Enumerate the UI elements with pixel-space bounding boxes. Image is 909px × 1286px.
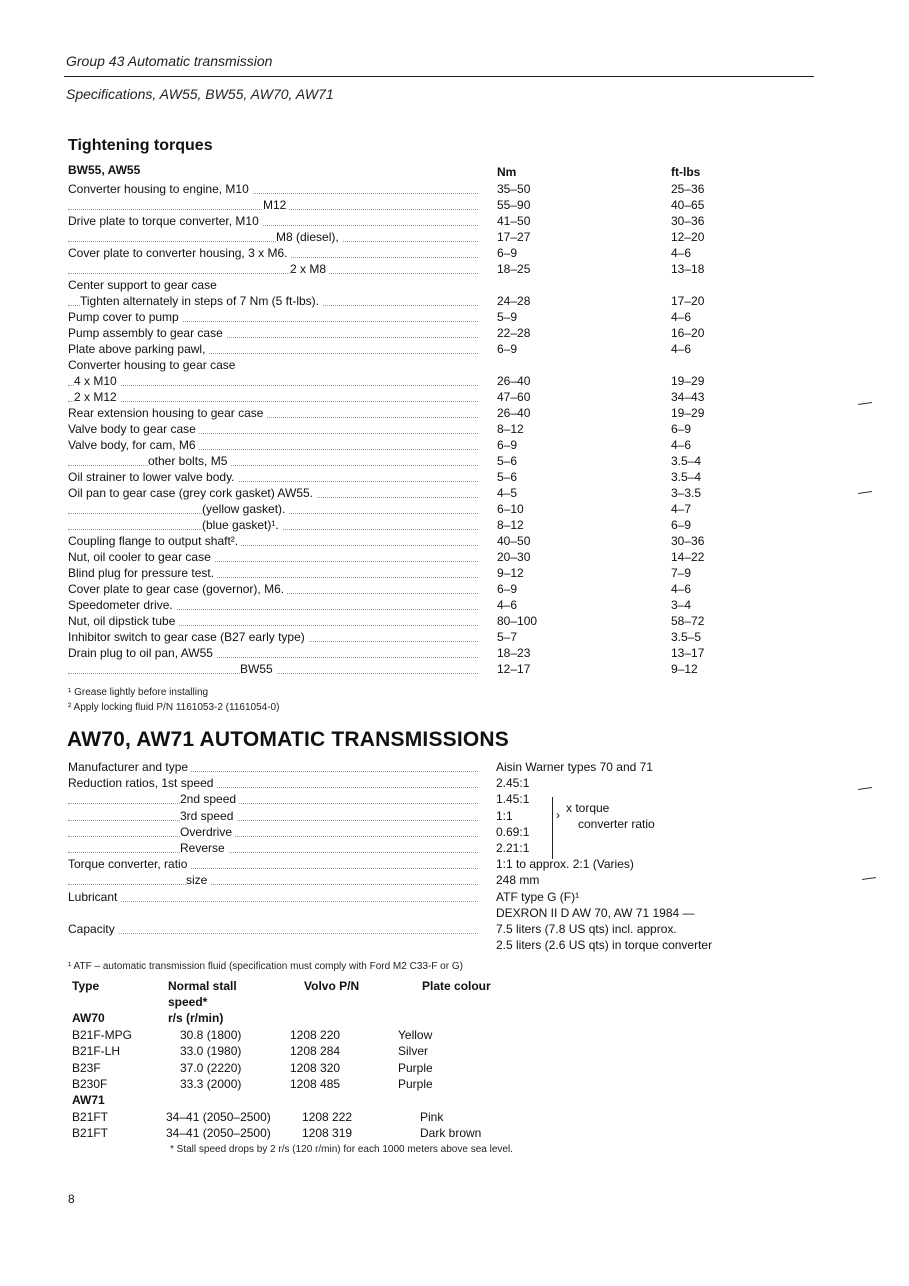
spec-row [68, 791, 478, 807]
torque-row [68, 533, 478, 549]
spec-label: Lubricant [68, 890, 120, 904]
torque-label: Cover plate to converter housing, 3 x M6. [68, 246, 290, 260]
stall-cell-type: B21F-MPG [72, 1028, 133, 1042]
torque-row [68, 389, 478, 405]
spec-label: Manufacturer and type [68, 760, 191, 774]
stall-cell-stall: 34–41 (2050–2500) [166, 1110, 271, 1124]
margin-mark [858, 491, 872, 494]
stall-header-type: Type [72, 979, 100, 993]
torque-label: Oil pan to gear case (grey cork gasket) AW55. [68, 486, 316, 500]
torque-nm-value: 6–9 [497, 438, 518, 452]
spec-row [68, 824, 478, 840]
torque-nm-value: 5–6 [497, 470, 518, 484]
torque-label: Oil strainer to lower valve body. [68, 470, 238, 484]
torque-nm-value: 8–12 [497, 518, 524, 532]
torque-row [68, 357, 478, 373]
spec-row [68, 808, 478, 824]
torque-row [68, 261, 478, 277]
spec-row [68, 840, 478, 856]
spec-label [68, 938, 71, 952]
dot-leader [68, 836, 478, 837]
torque-label: (yellow gasket). [202, 502, 288, 516]
stall-footnote: * Stall speed drops by 2 r/s (120 r/min) for each 1000 meters above sea level. [170, 1144, 513, 1155]
spec-value: 248 mm [496, 873, 540, 887]
torque-ftlbs-value: 4–6 [671, 582, 692, 596]
stall-cell-colour: Purple [398, 1061, 433, 1075]
spec-row [68, 759, 478, 775]
spec-row [68, 775, 478, 791]
torque-label: Inhibitor switch to gear case (B27 early type) [68, 630, 308, 644]
torque-label: Drive plate to torque converter, M10 [68, 214, 262, 228]
torque-ftlbs-value: 30–36 [671, 534, 705, 548]
torque-ftlbs-value: 4–6 [671, 310, 692, 324]
stall-header-colour: Plate colour [422, 979, 491, 993]
stall-cell-type: B23F [72, 1061, 101, 1075]
atf-footnote: ¹ ATF – automatic transmission fluid (specification must comply with Ford M2 C33-F or G) [68, 961, 463, 972]
spec-row [68, 889, 478, 905]
section-title-torques: Tightening torques [68, 137, 213, 154]
stall-header-stall-2: speed* [168, 995, 208, 1009]
margin-mark [858, 402, 872, 405]
torque-ftlbs-value: 4–6 [671, 342, 692, 356]
torque-nm-value: 4–6 [497, 598, 518, 612]
torque-ftlbs-value: 13–17 [671, 646, 705, 660]
torque-label: 2 x M12 [74, 390, 120, 404]
torque-label: Converter housing to engine, M10 [68, 182, 252, 196]
torque-label: Rear extension housing to gear case [68, 406, 266, 420]
torque-label: Coupling flange to output shaft². [68, 534, 241, 548]
torque-row [68, 549, 478, 565]
torque-nm-value: 6–9 [497, 342, 518, 356]
torque-nm-value: 40–50 [497, 534, 531, 548]
torque-label: Nut, oil dipstick tube [68, 614, 178, 628]
spec-row [68, 856, 478, 872]
dot-leader [68, 385, 478, 386]
stall-cell-colour: Pink [420, 1110, 444, 1124]
torque-label: Nut, oil cooler to gear case [68, 550, 214, 564]
group-title: Group 43 Automatic transmission [66, 53, 273, 69]
torque-nm-value: 18–25 [497, 262, 531, 276]
torque-row [68, 629, 478, 645]
torque-ftlbs-value: 40–65 [671, 198, 705, 212]
torque-nm-value: 17–27 [497, 230, 531, 244]
stall-cell-pn: 1208 319 [302, 1126, 353, 1140]
torque-label: Valve body, for cam, M6 [68, 438, 199, 452]
torque-label: other bolts, M5 [148, 454, 230, 468]
dot-leader [68, 820, 478, 821]
torque-row [68, 645, 478, 661]
dot-leader [68, 465, 478, 466]
torque-ftlbs-value: 9–12 [671, 662, 698, 676]
torque-ftlbs-value: 14–22 [671, 550, 705, 564]
dot-leader [68, 401, 478, 402]
brace-text-line-1: x torque [566, 801, 610, 815]
torque-footnote-1: ¹ Grease lightly before installing [68, 687, 209, 698]
stall-cell-pn: 1208 222 [302, 1110, 353, 1124]
torque-nm-value: 6–10 [497, 502, 524, 516]
torque-label: Converter housing to gear case [68, 358, 238, 372]
torque-row [68, 517, 478, 533]
torque-nm-value: 80–100 [497, 614, 538, 628]
stall-header-stall-3: r/s (r/min) [168, 1011, 224, 1025]
torque-nm-value: 5–6 [497, 454, 518, 468]
torque-row [68, 373, 478, 389]
dot-leader [68, 852, 478, 853]
margin-mark [858, 787, 872, 790]
torque-label: BW55 [240, 662, 276, 676]
torque-ftlbs-value: 3.5–4 [671, 470, 702, 484]
torque-label: Blind plug for pressure test. [68, 566, 217, 580]
torque-row [68, 341, 478, 357]
spec-row [68, 872, 478, 888]
torque-row [68, 405, 478, 421]
spec-value: 2.45:1 [496, 776, 530, 790]
stall-cell-colour: Silver [398, 1044, 429, 1058]
torque-row [68, 213, 478, 229]
section-title-aw70-aw71: AW70, AW71 AUTOMATIC TRANSMISSIONS [67, 728, 510, 751]
spec-value: 2.21:1 [496, 841, 530, 855]
stall-header-pn: Volvo P/N [304, 979, 360, 993]
torque-nm-value: 26–40 [497, 406, 531, 420]
torque-ftlbs-value: 58–72 [671, 614, 705, 628]
torque-row [68, 469, 478, 485]
stall-cell-pn: 1208 320 [290, 1061, 341, 1075]
torque-label: Speedometer drive. [68, 598, 176, 612]
torque-nm-value: 6–9 [497, 582, 518, 596]
torque-nm-value: 9–12 [497, 566, 524, 580]
torque-row [68, 565, 478, 581]
torque-row [68, 421, 478, 437]
torque-label: M12 [263, 198, 289, 212]
page-number: 8 [68, 1192, 75, 1206]
torque-label: Tighten alternately in steps of 7 Nm (5 ft-lbs). [80, 294, 322, 308]
stall-cell-colour: Dark brown [420, 1126, 482, 1140]
torque-nm-value: 24–28 [497, 294, 531, 308]
stall-cell-stall: 30.8 (1800) [180, 1028, 242, 1042]
torque-nm-value: 26–40 [497, 374, 531, 388]
torque-footnote-2: ² Apply locking fluid P/N 1161053-2 (1161054-0) [68, 702, 280, 713]
spec-label: 3rd speed [180, 809, 236, 823]
stall-cell-type: B21FT [72, 1110, 109, 1124]
spec-label: Overdrive [180, 825, 235, 839]
torque-nm-value: 55–90 [497, 198, 531, 212]
torque-ftlbs-value: 19–29 [671, 406, 705, 420]
stall-header-stall-1: Normal stall [168, 979, 237, 993]
torque-row [68, 501, 478, 517]
torque-row [68, 581, 478, 597]
stall-group-label: AW70 [72, 1011, 105, 1025]
margin-mark [862, 877, 876, 880]
header-divider [64, 76, 814, 77]
stall-cell-pn: 1208 220 [290, 1028, 341, 1042]
dot-leader [68, 901, 478, 902]
dot-leader [68, 241, 478, 242]
torque-nm-value: 18–23 [497, 646, 531, 660]
spec-label: Reverse [180, 841, 228, 855]
torque-label: Drain plug to oil pan, AW55 [68, 646, 216, 660]
torque-ftlbs-value: 6–9 [671, 518, 692, 532]
spec-label: Capacity [68, 922, 118, 936]
torque-row [68, 485, 478, 501]
brace-point: › [556, 808, 560, 822]
spec-value: 1:1 [496, 809, 513, 823]
torque-row [68, 661, 478, 677]
spec-row [68, 905, 478, 921]
spec-label: Reduction ratios, 1st speed [68, 776, 216, 790]
torque-ftlbs-value: 4–6 [671, 438, 692, 452]
dot-leader [68, 884, 478, 885]
torque-label: 4 x M10 [74, 374, 120, 388]
stall-cell-stall: 34–41 (2050–2500) [166, 1126, 271, 1140]
torque-ftlbs-value: 30–36 [671, 214, 705, 228]
brace-text-line-2: converter ratio [578, 817, 655, 831]
torque-row [68, 229, 478, 245]
torque-label: Pump cover to pump [68, 310, 182, 324]
torque-row [68, 437, 478, 453]
torque-row [68, 309, 478, 325]
page-subtitle: Specifications, AW55, BW55, AW70, AW71 [66, 86, 334, 102]
torque-nm-value: 22–28 [497, 326, 531, 340]
dot-leader [68, 933, 478, 934]
stall-cell-pn: 1208 485 [290, 1077, 341, 1091]
spec-row [68, 921, 478, 937]
torque-ftlbs-value: 13–18 [671, 262, 705, 276]
column-header-nm: Nm [497, 165, 517, 179]
torque-ftlbs-value: 3–3.5 [671, 486, 702, 500]
spec-label: size [186, 873, 210, 887]
torque-ftlbs-value: 25–36 [671, 182, 705, 196]
torque-nm-value: 35–50 [497, 182, 531, 196]
stall-group-label: AW71 [72, 1093, 105, 1107]
torque-nm-value: 20–30 [497, 550, 531, 564]
spec-value: Aisin Warner types 70 and 71 [496, 760, 653, 774]
spec-row [68, 937, 478, 953]
torque-ftlbs-value: 3–4 [671, 598, 692, 612]
spec-value: DEXRON II D AW 70, AW 71 1984 — [496, 906, 695, 920]
brace-bracket [552, 797, 563, 859]
stall-cell-stall: 33.0 (1980) [180, 1044, 242, 1058]
torque-label: M8 (diesel), [276, 230, 342, 244]
spec-label: Torque converter, ratio [68, 857, 190, 871]
torque-label: (blue gasket)¹. [202, 518, 282, 532]
torque-row [68, 181, 478, 197]
torque-row [68, 453, 478, 469]
torque-ftlbs-value: 16–20 [671, 326, 705, 340]
torque-group-label: BW55, AW55 [68, 163, 141, 177]
torque-nm-value: 6–9 [497, 246, 518, 260]
torque-label: Center support to gear case [68, 278, 220, 292]
torque-label: Plate above parking pawl, [68, 342, 208, 356]
stall-cell-type: B21F-LH [72, 1044, 121, 1058]
stall-cell-stall: 37.0 (2220) [180, 1061, 242, 1075]
torque-row [68, 597, 478, 613]
torque-label: 2 x M8 [290, 262, 329, 276]
spec-value: 1:1 to approx. 2:1 (Varies) [496, 857, 634, 871]
torque-nm-value: 5–7 [497, 630, 518, 644]
spec-label: 2nd speed [180, 792, 239, 806]
stall-cell-type: B21FT [72, 1126, 109, 1140]
torque-nm-value: 4–5 [497, 486, 518, 500]
torque-ftlbs-value: 7–9 [671, 566, 692, 580]
torque-row [68, 245, 478, 261]
torque-label: Valve body to gear case [68, 422, 199, 436]
torque-ftlbs-value: 17–20 [671, 294, 705, 308]
torque-ftlbs-value: 12–20 [671, 230, 705, 244]
torque-ftlbs-value: 19–29 [671, 374, 705, 388]
torque-row [68, 325, 478, 341]
torque-row [68, 613, 478, 629]
torque-row [68, 197, 478, 213]
torque-row [68, 277, 478, 293]
stall-cell-colour: Yellow [398, 1028, 433, 1042]
torque-ftlbs-value: 4–6 [671, 246, 692, 260]
torque-nm-value: 8–12 [497, 422, 524, 436]
dot-leader [68, 803, 478, 804]
stall-cell-type: B230F [72, 1077, 108, 1091]
torque-nm-value: 41–50 [497, 214, 531, 228]
stall-cell-colour: Purple [398, 1077, 433, 1091]
torque-row [68, 293, 478, 309]
torque-ftlbs-value: 3.5–4 [671, 454, 702, 468]
torque-ftlbs-value: 3.5–5 [671, 630, 702, 644]
spec-value: 7.5 liters (7.8 US qts) incl. approx. [496, 922, 677, 936]
torque-ftlbs-value: 34–43 [671, 390, 705, 404]
column-header-ftlbs: ft-lbs [671, 165, 701, 179]
torque-label: Pump assembly to gear case [68, 326, 226, 340]
spec-value: ATF type G (F)¹ [496, 890, 580, 904]
spec-value: 0.69:1 [496, 825, 530, 839]
torque-nm-value: 47–60 [497, 390, 531, 404]
stall-cell-pn: 1208 284 [290, 1044, 341, 1058]
spec-value: 1.45:1 [496, 792, 530, 806]
torque-label: Cover plate to gear case (governor), M6. [68, 582, 287, 596]
stall-cell-stall: 33.3 (2000) [180, 1077, 242, 1091]
spec-value: 2.5 liters (2.6 US qts) in torque converter [496, 938, 713, 952]
torque-nm-value: 5–9 [497, 310, 518, 324]
torque-ftlbs-value: 4–7 [671, 502, 692, 516]
torque-ftlbs-value: 6–9 [671, 422, 692, 436]
torque-nm-value: 12–17 [497, 662, 531, 676]
dot-leader [68, 273, 478, 274]
spec-label [68, 906, 71, 920]
